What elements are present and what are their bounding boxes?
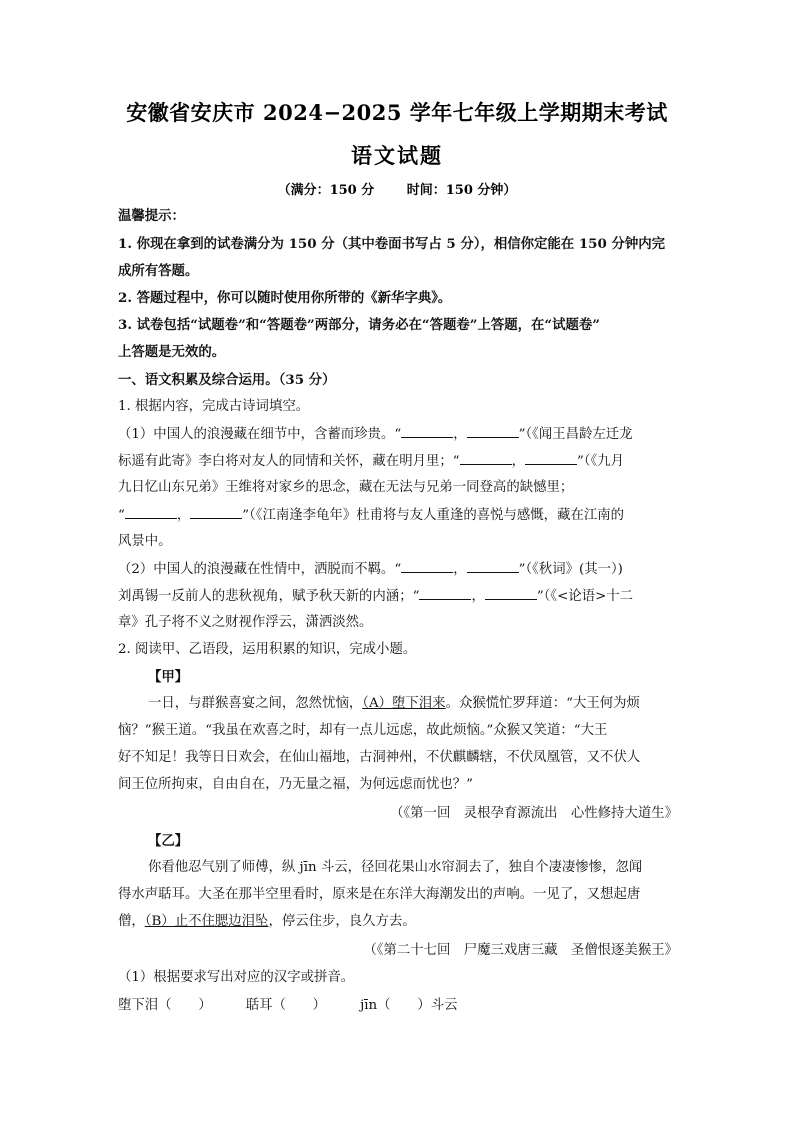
exam-title: 安徽省安庆市 2024−2025 学年七年级上学期期末考试: [126, 100, 668, 125]
answer-blank[interactable]: [190, 506, 242, 519]
passage-yi-label: 【乙】: [148, 833, 189, 849]
answer-slot-3[interactable]: jīn（ ）斗云: [360, 998, 458, 1013]
answer-blank[interactable]: [467, 425, 519, 438]
passage-yi-line-2: 得水声聒耳。大圣在那半空里看时，原来是在东洋大海潮发出的声响。一见了，又想起唐: [118, 887, 641, 902]
answer-blank[interactable]: [125, 506, 177, 519]
q1-part2-line-3: 章》孔子将不义之财视作浮云，潇洒淡然。: [118, 615, 373, 630]
exam-subtitle: 语文试题: [351, 143, 443, 168]
passage-jia-label: 【甲】: [148, 669, 189, 685]
q1-part1-line-2: 标遥有此寄》李白将对友人的同情和关怀，藏在明月里；“ ， ”（《九月: [118, 454, 625, 469]
answer-blank[interactable]: [460, 452, 512, 465]
question-1: 1. 根据内容，完成古诗词填空。: [118, 399, 310, 414]
answer-blank[interactable]: [525, 452, 577, 465]
tip-3-line-2: 上答题是无效的。: [118, 344, 226, 360]
section-1-heading: 一、语文积累及综合运用。（35 分）: [118, 372, 336, 388]
answer-blank[interactable]: [467, 560, 519, 573]
passage-jia-line-1: 一日，与群猴喜宴之间，忽然忧恼，（A）堕下泪来。众猴慌忙罗拜道：“大王何为烦: [148, 696, 640, 711]
tip-3-line-1: 3. 试卷包括“试题卷”和“答题卷”两部分，请务必在“答题卷”上答题，在“试题卷”: [118, 317, 600, 333]
underlined-phrase-b: （B）止不住腮边泪坠: [144, 914, 269, 929]
q1-part1-line-3: 九日忆山东兄弟》王维将对家乡的思念，藏在无法与兄弟一同登高的缺憾里；: [118, 480, 574, 495]
q1-part1-line-1: （1）中国人的浪漫藏在细节中，含蓄而珍贵。“ ， ”（《闻王昌龄左迁龙: [118, 427, 633, 442]
passage-jia-line-4: 间王位所拘束，自由自在，乃无量之福，为何远虑而忧也？”: [118, 777, 473, 792]
tips-heading: 温馨提示：: [118, 208, 185, 224]
q1-part2-line-2: 刘禹锡一反前人的悲秋视角，赋予秋天新的内涵；“ ， ”（《<论语>十二: [118, 589, 634, 604]
q1-part1-line-4: “ ， ”（《江南逢李龟年》杜甫将与友人重逢的喜悦与感慨，藏在江南的: [118, 508, 625, 523]
tip-2: 2. 答题过程中，你可以随时使用你所带的《新华字典》。: [118, 290, 452, 306]
q1-part1-line-5: 风景中。: [118, 534, 172, 549]
sub-question-1: （1）根据要求写出对应的汉字或拼音。: [118, 970, 355, 985]
time-info: 时间：150 分钟）: [406, 183, 517, 198]
passage-jia-source: （《第一回 灵根孕育源流出 心性修持大道生》: [390, 806, 678, 821]
answer-slot-1[interactable]: 堕下泪（ ）: [118, 998, 212, 1013]
q1-part2-line-1: （2）中国人的浪漫藏在性情中，洒脱而不羁。“ ， ”（《秋词》(其一）): [118, 562, 623, 577]
tip-1-line-2: 成所有答题。: [118, 263, 199, 279]
score-info: （满分：150 分: [277, 183, 375, 198]
answer-blank[interactable]: [401, 560, 453, 573]
passage-jia-line-2: 恼？”猴王道。“我虽在欢喜之时，却有一点儿远虑，故此烦恼。”众猴又笑道：“大王: [118, 723, 608, 738]
sub-question-1-answers: [118, 997, 678, 1015]
answer-slot-2[interactable]: 聒耳（ ）: [245, 998, 327, 1013]
answer-blank[interactable]: [485, 587, 537, 600]
passage-yi-line-3: 僧，（B）止不住腮边泪坠，停云住步，良久方去。: [118, 914, 416, 929]
passage-yi-source: （《第二十七回 尸魔三戏唐三藏 圣僧恨逐美猴王》: [363, 943, 678, 958]
answer-blank[interactable]: [401, 425, 453, 438]
tip-1-line-1: 1. 你现在拿到的试卷满分为 150 分（其中卷面书写占 5 分），相信你定能在 150 分钟内完: [118, 236, 666, 252]
exam-meta: [0, 179, 794, 198]
answer-blank[interactable]: [419, 587, 471, 600]
passage-yi-line-1: 你看他忍气别了师傅，纵 jīn 斗云，径回花果山水帘洞去了，独自个凄凄惨惨，忽闻: [148, 860, 643, 875]
passage-jia-line-3: 好不知足！我等日日欢会，在仙山福地，古洞神州，不伏麒麟辖，不伏凤凰管，又不伏人: [118, 750, 641, 765]
underlined-phrase-a: （A）堕下泪来: [362, 696, 446, 711]
question-2: 2. 阅读甲、乙语段，运用积累的知识，完成小题。: [118, 642, 417, 657]
